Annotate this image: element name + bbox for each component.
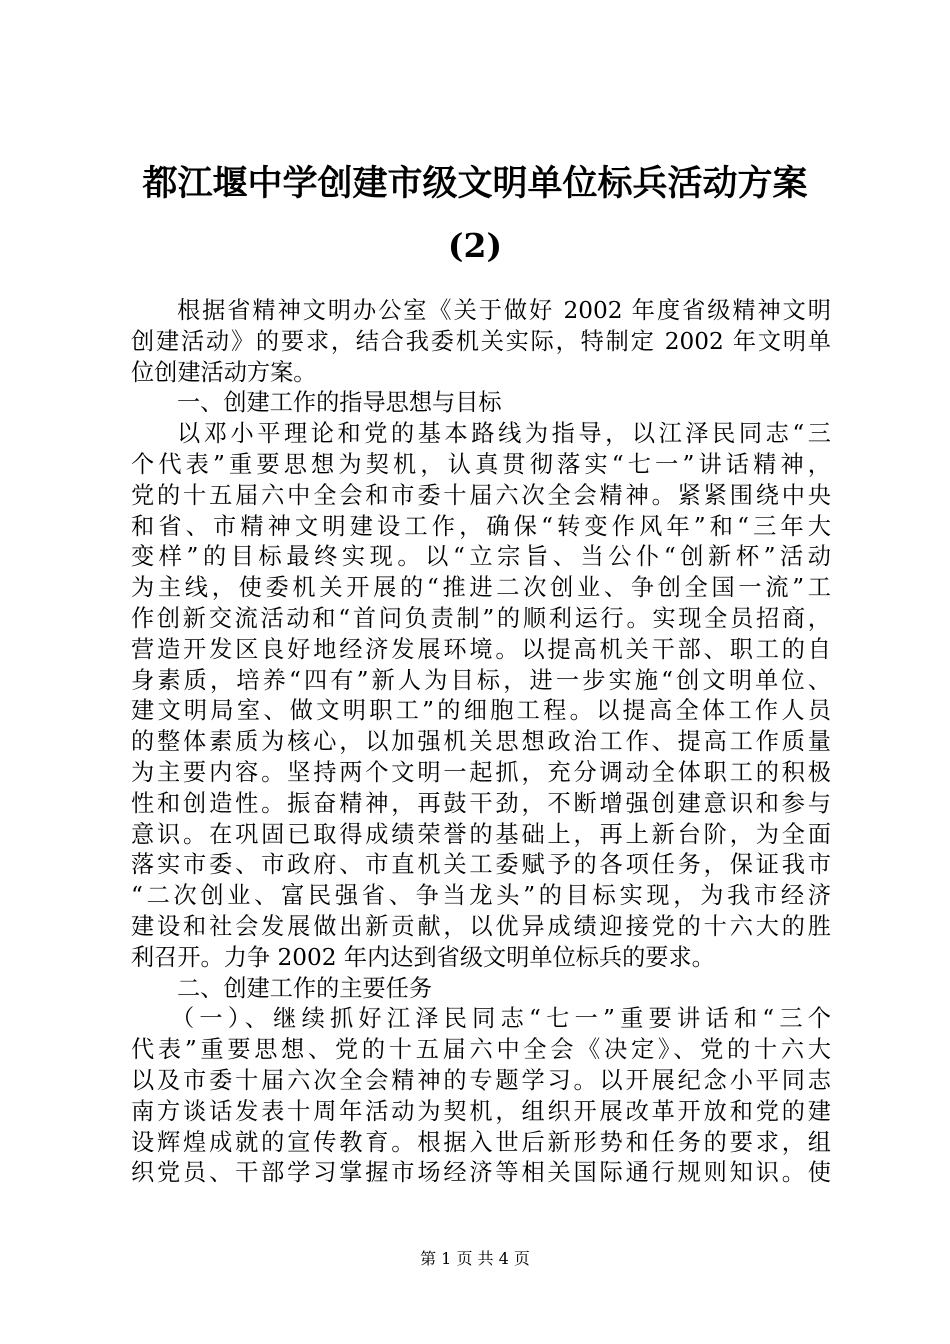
body-line: 利召开。力争 2002 年内达到省级文明单位标兵的要求。 — [131, 943, 715, 971]
body-line: 变样”的目标最终实现。以“立宗旨、当公仆“创新杯”活动 — [131, 543, 831, 571]
body-line: 身素质，培养“四有”新人为目标，进一步实施“创文明单位、 — [131, 666, 831, 694]
body-line: 的整体素质为核心，以加强机关思想政治工作、提高工作质量 — [131, 728, 831, 756]
body-line: 党的十五届六中全会和市委十届六次全会精神。紧紧围绕中央 — [131, 481, 831, 509]
body-line: 以邓小平理论和党的基本路线为指导，以江泽民同志“三 — [177, 420, 831, 448]
body-line: 创建活动》的要求，结合我委机关实际，特制定 2002 年文明单 — [131, 327, 831, 355]
body-line: （一）、继续抓好江泽民同志“七一”重要讲话和“三个 — [171, 1005, 831, 1033]
body-line: 落实市委、市政府、市直机关工委赋予的各项任务，保证我市 — [131, 851, 831, 879]
body-line: 位创建活动方案。 — [131, 358, 317, 386]
body-line: 织党员、干部学习掌握市场经济等相关国际通行规则知识。使 — [131, 1159, 831, 1187]
document-title-suffix: (2) — [447, 226, 503, 265]
body-line: 代表”重要思想、党的十五届六中全会《决定》、党的十六大 — [131, 1036, 831, 1064]
body-line: “二次创业、富民强省、争当龙头”的目标实现，为我市经济 — [131, 882, 831, 910]
body-line: 南方谈话发表十周年活动为契机，组织开展改革开放和党的建 — [131, 1097, 831, 1125]
section-heading: 一、创建工作的指导思想与目标 — [177, 389, 502, 417]
body-line: 为主要内容。坚持两个文明一起抓，充分调动全体职工的积极 — [131, 758, 831, 786]
body-line: 设辉煌成就的宣传教育。根据入世后新形势和任务的要求，组 — [131, 1128, 831, 1156]
section-heading: 二、创建工作的主要任务 — [177, 974, 433, 1002]
body-line: 和省、市精神文明建设工作，确保“转变作风年”和“三年大 — [131, 512, 831, 540]
body-line: 个代表”重要思想为契机，认真贯彻落实“七一”讲话精神， — [131, 450, 831, 478]
body-line: 作创新交流活动和“首问负责制”的顺利运行。实现全员招商， — [131, 604, 831, 632]
body-line: 性和创造性。振奋精神，再鼓干劲，不断增强创建意识和参与 — [131, 789, 831, 817]
page-footer: 第 1 页 共 4 页 — [420, 1249, 530, 1268]
body-line: 根据省精神文明办公室《关于做好 2002 年度省级精神文明 — [177, 297, 831, 324]
body-line: 为主线，使委机关开展的“推进二次创业、争创全国一流”工 — [131, 574, 831, 602]
body-line: 营造开发区良好地经济发展环境。以提高机关干部、职工的自 — [131, 635, 831, 663]
document-title: 都江堰中学创建市级文明单位标兵活动方案 — [142, 163, 808, 204]
body-line: 意识。在巩固已取得成绩荣誉的基础上，再上新台阶，为全面 — [131, 820, 831, 848]
body-line: 建文明局室、做文明职工”的细胞工程。以提高全体工作人员 — [131, 697, 831, 725]
body-line: 以及市委十届六次全会精神的专题学习。以开展纪念小平同志 — [131, 1066, 831, 1094]
document-body — [131, 296, 831, 1189]
body-line: 建设和社会发展做出新贡献，以优异成绩迎接党的十六大的胜 — [131, 912, 831, 940]
